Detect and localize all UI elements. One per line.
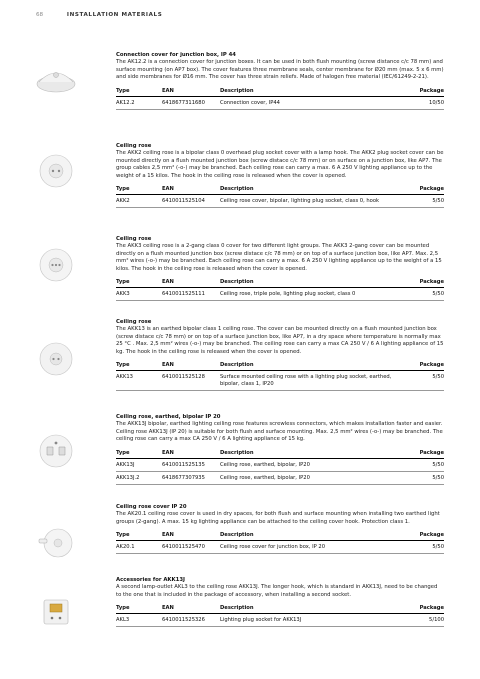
product-table <box>116 532 444 554</box>
header-package: Package <box>402 450 444 459</box>
header-package: Package <box>402 88 444 97</box>
cell-ean: 6410011525104 <box>162 195 220 208</box>
header-description: Description <box>220 88 402 97</box>
section-ceiling-rose-akk13 <box>116 319 444 391</box>
cell-description: Ceiling rose cover, bipolar, lighting plug socket, class 0, hook <box>220 195 402 208</box>
header-description: Description <box>220 450 402 459</box>
section-title: Connection cover for junction box, IP 44 <box>116 52 236 58</box>
section-body: The AK20.1 ceiling rose cover is used in dry spaces, for both flush and surface mounting when installing two earthed light groups (2-gang). A max. 15 kg lighting appliance can be attached to the ceiling cover hook. Protection class 1. <box>116 511 440 525</box>
section-body: The AKK3 ceiling rose is a 2-gang class 0 cover for two different light groups. The AKK3 2-gang cover can be mounted directly on a flush mounted junction box (screw distace c/c 78 mm) or on top of a surface junction box, like AP7. Max. 2,5 mm² wires (-o-) may be branched. Each ceiling rose can carry a max. 6 A 250 V lighting appliance up to the weight of a 15 kilos. The hook in the ceiling rose is released when the cover is opened. <box>116 243 442 272</box>
header-type: Type <box>116 532 162 541</box>
cell-type: AKK13 <box>116 371 162 391</box>
cell-ean: 6410011525470 <box>162 541 220 554</box>
header-type: Type <box>116 279 162 288</box>
cell-description: Ceiling rose, earthed, bipolar, IP20 <box>220 472 402 485</box>
cell-package: 5/50 <box>402 541 444 554</box>
cell-package: 5/50 <box>402 195 444 208</box>
product-table <box>116 279 444 301</box>
lamp-outlet-akl3-image <box>34 592 78 630</box>
header-ean: EAN <box>162 532 220 541</box>
ceiling-rose-akk13-image <box>34 340 78 378</box>
section-body: The AK12.2 is a connection cover for junction boxes. It can be used in both flush mounting (screw distance c/c 78 mm) and surface mounting (on AP7 box). The cover features three membrane seals, center membrane for Ø20 mm (max. 5 x 6 mm) and side membranes for Ø16 mm. The cover has three strain reliefs. Made of halogen free material (IEC/61249-2-21). <box>116 59 444 81</box>
section-ceiling-rose-akk13j <box>116 414 444 485</box>
header-description: Description <box>220 186 402 195</box>
product-table <box>116 450 444 485</box>
header-package: Package <box>402 605 444 614</box>
cell-ean: 6418677307935 <box>162 472 220 485</box>
header-description: Description <box>220 362 402 371</box>
header-description: Description <box>220 605 402 614</box>
section-body: The AKK2 ceiling rose is a bipolar class 0 overhead plug socket cover with a lamp hook. The AKK2 plug socket cover can be mounted directly on a flush mounted junction box (screw distace c/c 78 mm) or on surface on a junction box, like AP7. The group cables 2,5 mm² (-o-) may be branched. Each ceiling rose can carry a max. 6 A 250 V lighting appliance up to the weight of a 15 kilos. The hook in the ceiling rose is released when the cover is opened. <box>116 150 444 179</box>
ceiling-rose-akk13j-image <box>34 432 78 470</box>
section-body: A second lamp-outlet AKL3 to the ceiling rose AKK13J. The longer hook, which is standard in AKK13J, need to be changed to the one that is included in the package of accessory, when installing a second socket. <box>116 584 438 598</box>
product-table <box>116 186 444 208</box>
section-ceiling-rose-akk2 <box>116 143 444 208</box>
cell-ean: 6410011525111 <box>162 288 220 301</box>
cell-package: 5/50 <box>402 288 444 301</box>
cell-package: 5/100 <box>402 614 444 627</box>
cell-type: AKK13J <box>116 459 162 472</box>
header-ean: EAN <box>162 186 220 195</box>
header-ean: EAN <box>162 362 220 371</box>
cell-description: Connection cover, IP44 <box>220 97 402 110</box>
section-accessories-akk13j <box>116 577 444 627</box>
section-body: The AKK13 is an earthed bipolar class 1 ceiling rose. The cover can be mounted directly on a flush mounted junction box (screw distace c/c 78 mm) or on top of a surface junction box, like AP7, in a dry space where temperature is normally max 25 °C . Max. 2,5 mm² wires (-o-) may be branched. The ceiling rose can carry a max CA 250 V / 6 A lighting appliance of 15 kg. The hook in the ceiling rose is released when the cover is opened. <box>116 326 444 355</box>
cell-description: Ceiling rose, earthed, bipolar, IP20 <box>220 459 402 472</box>
page-title: INSTALLATION MATERIALS <box>66 12 163 18</box>
section-title: Ceiling rose <box>116 236 152 242</box>
cell-type: AKK13J.2 <box>116 472 162 485</box>
section-title: Ceiling rose cover IP 20 <box>116 504 187 510</box>
cell-package: 5/50 <box>402 472 444 485</box>
cell-ean: 6410011525326 <box>162 614 220 627</box>
cell-description: Lighting plug socket for AKK13J <box>220 614 402 627</box>
header-ean: EAN <box>162 605 220 614</box>
page-number: 68 <box>36 12 44 18</box>
header-ean: EAN <box>162 450 220 459</box>
cell-ean: 6418677311680 <box>162 97 220 110</box>
cell-ean: 6410011525128 <box>162 371 220 391</box>
header-type: Type <box>116 88 162 97</box>
header-package: Package <box>402 362 444 371</box>
header-type: Type <box>116 186 162 195</box>
header-type: Type <box>116 362 162 371</box>
cell-type: AK12.2 <box>116 97 162 110</box>
header-type: Type <box>116 605 162 614</box>
cell-type: AKK3 <box>116 288 162 301</box>
section-title: Accessories for AKK13J <box>116 577 185 583</box>
section-ceiling-rose-akk3 <box>116 236 444 301</box>
page-header <box>36 12 162 18</box>
header-package: Package <box>402 279 444 288</box>
header-description: Description <box>220 532 402 541</box>
header-type: Type <box>116 450 162 459</box>
header-description: Description <box>220 279 402 288</box>
cell-description: Ceiling rose cover for junction box, IP 20 <box>220 541 402 554</box>
ceiling-rose-akk2-image <box>34 152 78 190</box>
ceiling-rose-akk3-image <box>34 246 78 284</box>
product-table <box>116 605 444 627</box>
cell-package: 10/50 <box>402 97 444 110</box>
section-title: Ceiling rose, earthed, bipolar IP 20 <box>116 414 221 420</box>
product-table <box>116 88 444 110</box>
header-package: Package <box>402 532 444 541</box>
ceiling-rose-cover-ak20-image <box>34 524 78 562</box>
header-package: Package <box>402 186 444 195</box>
product-table <box>116 362 444 391</box>
cell-description: Ceiling rose, triple pole, lighting plug socket, class 0 <box>220 288 402 301</box>
cell-type: AK20.1 <box>116 541 162 554</box>
section-title: Ceiling rose <box>116 319 152 325</box>
cell-type: AKL3 <box>116 614 162 627</box>
cell-ean: 6410011525135 <box>162 459 220 472</box>
section-title: Ceiling rose <box>116 143 152 149</box>
header-ean: EAN <box>162 279 220 288</box>
connection-cover-image <box>34 60 78 98</box>
header-ean: EAN <box>162 88 220 97</box>
cell-type: AKK2 <box>116 195 162 208</box>
cell-package: 5/50 <box>402 459 444 472</box>
section-ceiling-rose-cover-ak20 <box>116 504 444 554</box>
cell-package: 5/50 <box>402 371 444 391</box>
section-body: The AKK13J bipolar, earthed lighting ceiling rose features screwless connectors, which makes installation faster and easier. Ceiling rose AKK13J (IP 20) is suitable for both flush and surface mounting. Max. 2,5 mm² wires (-o-) may be branched. The ceiling rose can carry a max CA 250 V / 6 A lighting appliance of 15 kg. <box>116 421 443 443</box>
cell-description: Surface mounted ceiling rose with a lighting plug socket, earthed, bipolar, class 1, IP20 <box>220 371 402 391</box>
section-connection-cover <box>116 52 444 110</box>
